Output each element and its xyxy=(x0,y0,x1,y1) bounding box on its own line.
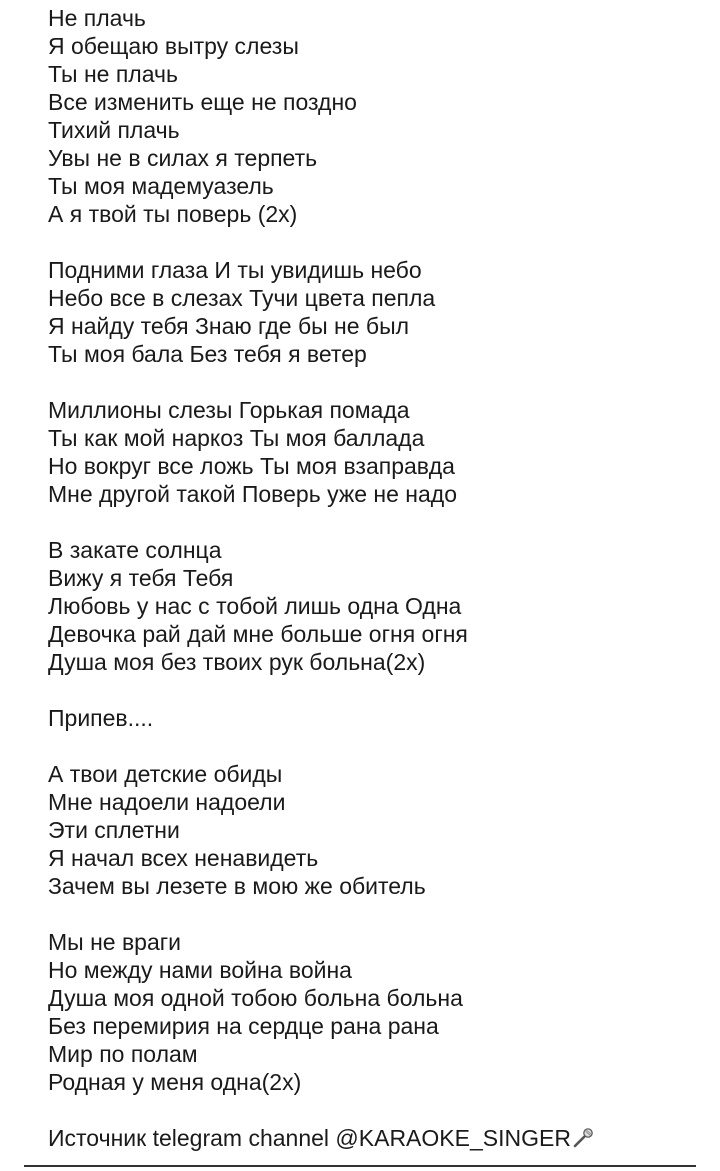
stanza-5 xyxy=(48,760,708,900)
lyric-line: Ты моя мадемуазель xyxy=(48,173,274,199)
microphone-icon xyxy=(572,1127,594,1149)
lyric-line: Я найду тебя Знаю где бы не был xyxy=(48,313,410,339)
lyric-line: Не плачь xyxy=(48,5,146,31)
lyric-line: Тихий плачь xyxy=(48,117,180,143)
lyric-line: Зачем вы лезете в мою же обитель xyxy=(48,873,426,899)
lyric-line: Мир по полам xyxy=(48,1041,198,1067)
lyric-line: Я начал всех ненавидеть xyxy=(48,845,319,871)
lyric-line: Увы не в силах я терпеть xyxy=(48,145,318,171)
lyric-line: Подними глаза И ты увидишь небо xyxy=(48,257,422,283)
lyric-line: Душа моя без твоих рук больна(2x) xyxy=(48,649,426,675)
source-text: Источник telegram channel @KARAOKE_SINGER xyxy=(48,1125,571,1151)
bottom-divider xyxy=(24,1165,696,1167)
lyric-line: Но между нами война война xyxy=(48,957,352,983)
lyric-line: Но вокруг все ложь Ты моя взаправда xyxy=(48,453,455,479)
lyric-line: Все изменить еще не поздно xyxy=(48,89,357,115)
lyric-line: Любовь у нас с тобой лишь одна Одна xyxy=(48,593,462,619)
lyric-line: Душа моя одной тобою больна больна xyxy=(48,985,463,1011)
stanza-3 xyxy=(48,396,708,508)
stanza-1 xyxy=(48,4,708,228)
lyric-line: Ты моя бала Без тебя я ветер xyxy=(48,341,367,367)
lyric-line: Я обещаю вытру слезы xyxy=(48,33,299,59)
lyric-line: Миллионы слезы Горькая помада xyxy=(48,397,410,423)
stanza-6 xyxy=(48,928,708,1096)
lyric-line: Мы не враги xyxy=(48,929,182,955)
stanza-4 xyxy=(48,536,708,676)
chorus-marker xyxy=(48,704,708,732)
lyric-line: Припев.... xyxy=(48,705,154,731)
lyric-line: Вижу я тебя Тебя xyxy=(48,565,234,591)
lyric-line: Мне другой такой Поверь уже не надо xyxy=(48,481,457,507)
lyric-line: В закате солнца xyxy=(48,537,222,563)
lyric-line: Ты как мой наркоз Ты моя баллада xyxy=(48,425,425,451)
lyric-line: Родная у меня одна(2x) xyxy=(48,1069,302,1095)
lyric-line: Мне надоели надоели xyxy=(48,789,286,815)
lyric-line: Девочка рай дай мне больше огня огня xyxy=(48,621,468,647)
lyric-line: Ты не плачь xyxy=(48,61,178,87)
source-credit xyxy=(48,1124,708,1152)
lyric-line: Без перемирия на сердце рана рана xyxy=(48,1013,439,1039)
lyric-line: Эти сплетни xyxy=(48,817,180,843)
lyric-line: А твои детские обиды xyxy=(48,761,283,787)
lyric-line: Небо все в слезах Тучи цвета пепла xyxy=(48,285,436,311)
lyric-line: А я твой ты поверь (2x) xyxy=(48,201,298,227)
lyrics-document xyxy=(48,4,708,1152)
stanza-2 xyxy=(48,256,708,368)
